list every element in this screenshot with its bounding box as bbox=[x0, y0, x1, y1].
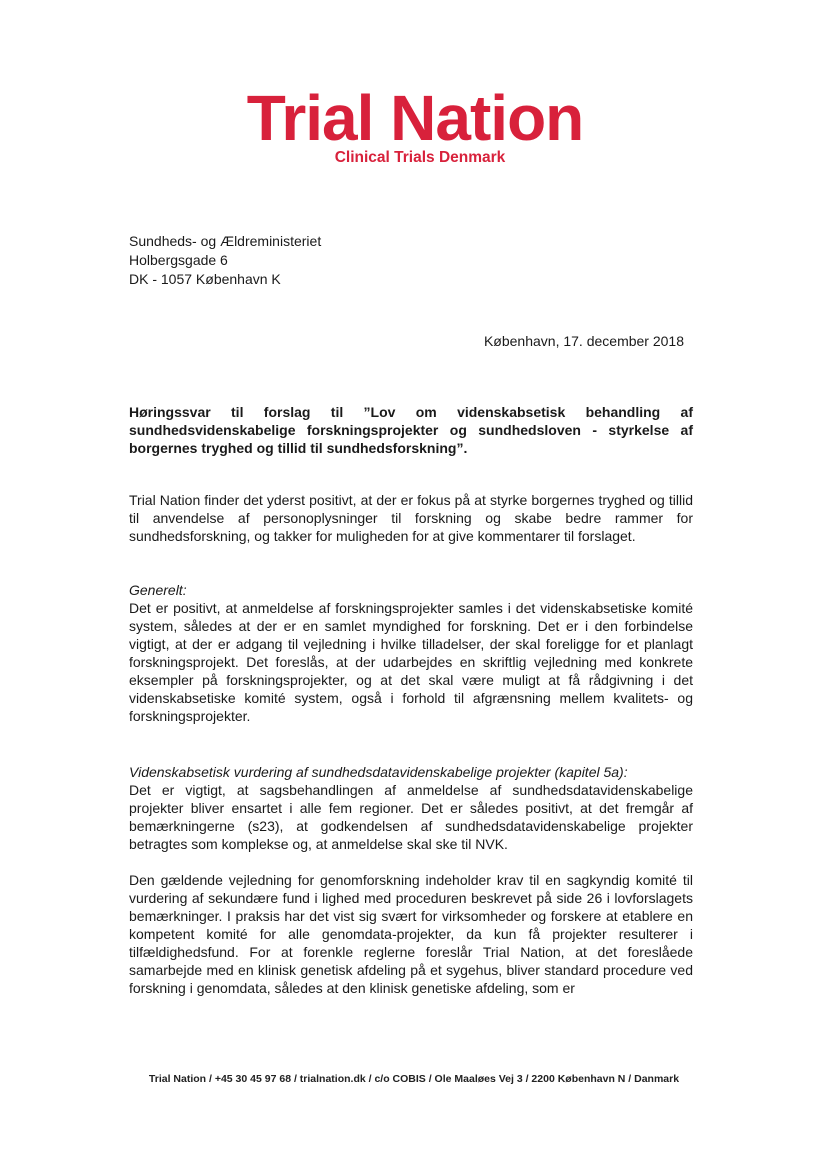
section-heading: Generelt: bbox=[129, 582, 187, 598]
letter-subject: Høringssvar til forslag til ”Lov om videnskabsetisk behandling af sundhedsvidenskabelige forskningsprojekter og sundhedsloven - styrkelse af borgernes tryghed og tillid til sundhedsforskning”. bbox=[129, 404, 693, 456]
section-heading: Videnskabsetisk vurdering af sundhedsdatavidenskabelige projekter (kapitel 5a): bbox=[129, 764, 628, 780]
page-footer: Trial Nation / +45 30 45 97 68 / trialnation.dk / c/o COBIS / Ole Maaløes Vej 3 / 2200 København N / Danmark bbox=[148, 1073, 680, 1085]
logo bbox=[0, 82, 828, 167]
intro-paragraph: Trial Nation finder det yderst positivt, at der er fokus på at styrke borgernes tryghed og tillid til anvendelse af personoplysninger til forskning og skabe bedre rammer for sundhedsforskning, og takker for muligheden for at give kommentarer til forslaget. bbox=[129, 492, 693, 544]
logo-title: Trial Nation bbox=[246, 82, 584, 154]
recipient-address bbox=[129, 232, 321, 289]
address-line: Holbergsgade 6 bbox=[129, 252, 228, 268]
logo-subtitle: Clinical Trials Denmark bbox=[334, 149, 506, 166]
letter-date: København, 17. december 2018 bbox=[483, 333, 684, 349]
letter-body bbox=[129, 403, 693, 997]
section-paragraph: Den gældende vejledning for genomforskning indeholder krav til en sagkyndig komité til vurdering af sekundære fund i lighed med proceduren beskrevet på side 26 i lovforslagets bemærkninger. I praksis har det vist sig svært for virksomheder og forskere at etablere en kompetent komité for alle genomdata-projekter, da kun få projekter resulterer i tilfældighedsfund. For at forenkle reglerne foreslår Trial Nation, at det foreslåede samarbejde med en klinisk genetisk afdeling på et sygehus, bliver standard procedure ved forskning i genomdata, således at den klinisk genetiske afdeling, som er bbox=[129, 872, 693, 996]
address-line: DK - 1057 København K bbox=[129, 271, 281, 287]
section-paragraph: Det er positivt, at anmeldelse af forskningsprojekter samles i det videnskabsetiske komité system, således at der er en samlet myndighed for forskning. Det er i den forbindelse vigtigt, at der er adgang til vejledning i hvilke tilladelser, der skal foreligge for et planlagt forskningsprojekt. Det foreslås, at der udarbejdes en skriftlig vejledning med konkrete eksempler på forskningsprojekter, og at det skal være muligt at få rådgivning i det videnskabsetiske komité system, også i forhold til afgrænsning mellem kvalitets- og forskningsprojekter. bbox=[129, 600, 693, 724]
address-line: Sundheds- og Ældreministeriet bbox=[129, 233, 322, 249]
section-paragraph: Det er vigtigt, at sagsbehandlingen af anmeldelse af sundhedsdatavidenskabelige projekter bliver ensartet i alle fem regioner. Det er således positivt, at det fremgår af bemærkningerne (s23), at godkendelsen af sundhedsdatavidenskabelige projekter betragtes som komplekse og, at anmeldelse skal ske til NVK. bbox=[129, 782, 693, 852]
